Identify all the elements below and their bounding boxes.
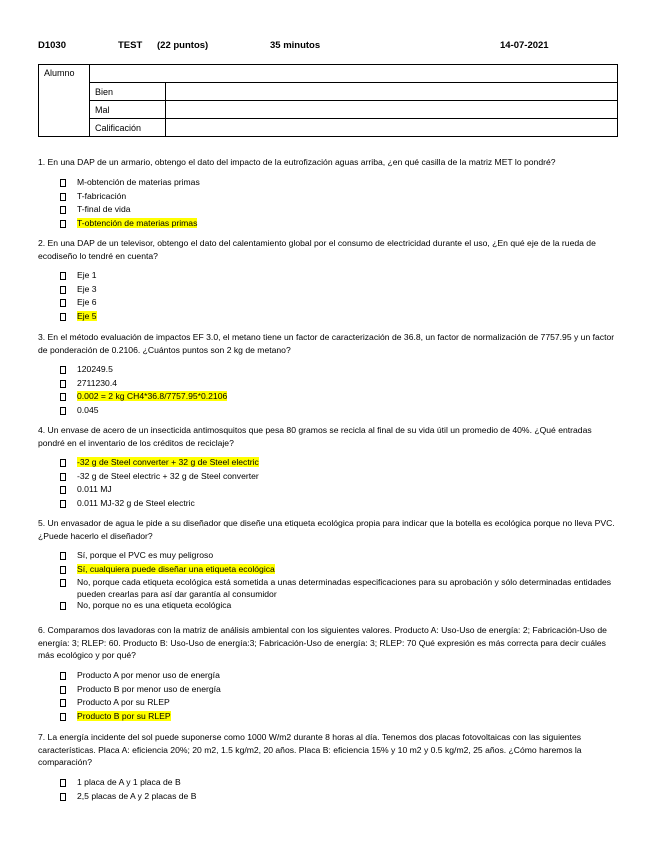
checkbox-icon[interactable] xyxy=(60,272,66,280)
checkbox-icon[interactable] xyxy=(60,672,66,680)
option[interactable]: Sí, porque el PVC es muy peligroso xyxy=(60,550,615,564)
option[interactable]: Producto B por menor uso de energía xyxy=(60,684,615,698)
question-7: 7. La energía incidente del sol puede suponerse como 1000 W/m2 durante 8 horas al día. Tenemos dos placas fotovoltaicas con las siguientes características. Placa A: eficiencia 20%; 20 m2, 1.5 kg/m2, 20 años. Placa B: eficiencia 15% y 10 m2 y 0.5 kg/m2, 25 años. ¿Cómo haremos la comparación? xyxy=(38,732,582,767)
option-correct[interactable]: 0.002 = 2 kg CH4*36.8/7757.95*0.2106 xyxy=(60,391,615,405)
option-correct[interactable]: T-obtención de materias primas xyxy=(60,218,615,232)
checkbox-icon[interactable] xyxy=(60,566,66,574)
calificacion-label: Calificación xyxy=(90,119,166,137)
checkbox-icon[interactable] xyxy=(60,206,66,214)
bien-label: Bien xyxy=(90,83,166,101)
exam-code: D1030 xyxy=(38,40,66,51)
option[interactable]: Eje 6 xyxy=(60,297,615,311)
checkbox-icon[interactable] xyxy=(60,793,66,801)
question-6-options xyxy=(60,670,615,724)
points-label: (22 puntos) xyxy=(157,40,209,51)
checkbox-icon[interactable] xyxy=(60,699,66,707)
checkbox-icon[interactable] xyxy=(60,602,66,610)
option-correct[interactable]: -32 g de Steel converter + 32 g de Steel electric xyxy=(60,457,615,471)
checkbox-icon[interactable] xyxy=(60,393,66,401)
option-correct[interactable]: Producto B por su RLEP xyxy=(60,711,615,725)
checkbox-icon[interactable] xyxy=(60,552,66,560)
checkbox-icon[interactable] xyxy=(60,500,66,508)
question-4-options xyxy=(60,457,615,511)
mal-label: Mal xyxy=(90,101,166,119)
checkbox-icon[interactable] xyxy=(60,459,66,467)
question-5: 5. Un envasador de agua le pide a su diseñador que diseñe una etiqueta ecológica propia para indicar que la botella es ecológica porque no lleva PVC. ¿Puede hacerlo el diseñador? xyxy=(38,518,615,541)
option[interactable]: Producto A por menor uso de energía xyxy=(60,670,615,684)
checkbox-icon[interactable] xyxy=(60,713,66,721)
question-6: 6. Comparamos dos lavadoras con la matriz de análisis ambiental con los siguientes valores. Producto A: Uso-Uso de energía: 2; Fabricación-Uso de energía: 3; RLEP: 60. Producto B: Uso-Uso de energía:3; Fabricación-Uso de energía: 3; RLEP: 70 Qué expresión es más correcta para decir cuáles más ecológico y por qué? xyxy=(38,625,607,660)
option[interactable]: 2,5 placas de A y 2 placas de B xyxy=(60,791,615,805)
bien-field[interactable] xyxy=(166,83,618,101)
option[interactable]: T-final de vida xyxy=(60,204,615,218)
option[interactable]: Eje 1 xyxy=(60,270,615,284)
option[interactable]: 0.011 MJ xyxy=(60,484,615,498)
test-label: TEST xyxy=(118,40,143,51)
question-3: 3. En el método evaluación de impactos EF 3.0, el metano tiene un factor de caracterización de 36.8, un factor de normalización de 7757.95 y un factor de ponderación de 0.2106. ¿Cuántos puntos son 2 kg de metano? xyxy=(38,332,615,355)
option[interactable]: 0.045 xyxy=(60,405,615,419)
option-correct[interactable]: Sí, cualquiera puede diseñar una etiqueta ecológica xyxy=(60,564,615,578)
checkbox-icon[interactable] xyxy=(60,407,66,415)
option[interactable]: No, porque no es una etiqueta ecológica xyxy=(60,600,615,614)
checkbox-icon[interactable] xyxy=(60,380,66,388)
option[interactable]: 1 placa de A y 1 placa de B xyxy=(60,777,615,791)
option[interactable]: -32 g de Steel electric + 32 g de Steel converter xyxy=(60,471,615,485)
question-5-options xyxy=(60,550,615,614)
student-info-table xyxy=(38,64,618,137)
option[interactable]: Eje 3 xyxy=(60,284,615,298)
question-1-options xyxy=(60,177,615,231)
option[interactable]: 2711230.4 xyxy=(60,378,615,392)
duration-label: 35 minutos xyxy=(270,40,321,51)
question-7-options xyxy=(60,777,615,804)
checkbox-icon[interactable] xyxy=(60,579,66,587)
checkbox-icon[interactable] xyxy=(60,220,66,228)
question-2: 2. En una DAP de un televisor, obtengo el dato del calentamiento global por el consumo de electricidad durante el uso, ¿En qué eje de la rueda de ecodiseño lo tendré en cuenta? xyxy=(38,238,596,261)
checkbox-icon[interactable] xyxy=(60,193,66,201)
checkbox-icon[interactable] xyxy=(60,686,66,694)
option[interactable]: 120249.5 xyxy=(60,364,615,378)
option[interactable]: M-obtención de materias primas xyxy=(60,177,615,191)
checkbox-icon[interactable] xyxy=(60,179,66,187)
checkbox-icon[interactable] xyxy=(60,366,66,374)
option[interactable]: Producto A por su RLEP xyxy=(60,697,615,711)
option[interactable]: 0.011 MJ-32 g de Steel electric xyxy=(60,498,615,512)
checkbox-icon[interactable] xyxy=(60,299,66,307)
option[interactable]: No, porque cada etiqueta ecológica está sometida a unas determinadas especificaciones para su aprobación y sólo determinadas entidades pueden crearlas para así dar garantía al consumidor xyxy=(60,577,615,600)
question-1: 1. En una DAP de un armario, obtengo el dato del impacto de la eutrofización aguas arriba, ¿en qué casilla de la matriz MET lo pondré? xyxy=(38,157,556,167)
option-correct[interactable]: Eje 5 xyxy=(60,311,615,325)
checkbox-icon[interactable] xyxy=(60,473,66,481)
page-header xyxy=(38,40,618,52)
checkbox-icon[interactable] xyxy=(60,286,66,294)
alumno-field[interactable] xyxy=(90,65,618,83)
checkbox-icon[interactable] xyxy=(60,486,66,494)
calificacion-field[interactable] xyxy=(166,119,618,137)
question-3-options xyxy=(60,364,615,418)
alumno-label: Alumno xyxy=(39,65,90,137)
date-label: 14-07-2021 xyxy=(500,40,549,51)
option[interactable]: T-fabricación xyxy=(60,191,615,205)
checkbox-icon[interactable] xyxy=(60,313,66,321)
question-4: 4. Un envase de acero de un insecticida antimosquitos que pesa 80 gramos se recicla al final de su vida útil un promedio de 40%. ¿Qué entradas pondré en el inventario de los créditos de reciclaje? xyxy=(38,425,592,448)
question-2-options xyxy=(60,270,615,324)
mal-field[interactable] xyxy=(166,101,618,119)
checkbox-icon[interactable] xyxy=(60,779,66,787)
